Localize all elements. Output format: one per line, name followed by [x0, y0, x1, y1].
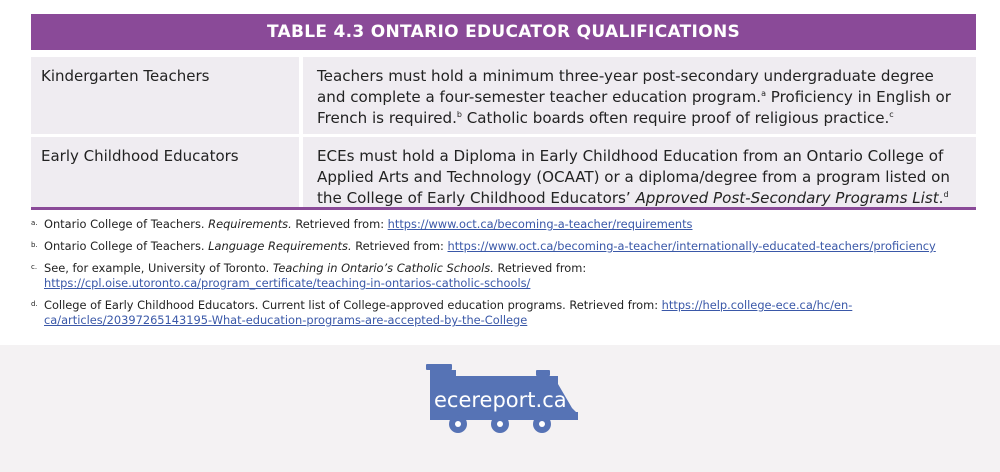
requirement-text: ECEs must hold a Diploma in Early Childhood Education from an Ontario College of Applied Arts and Technology (OCAAT) or a diploma/degree from a program listed on the College of Early Childhood Educators’ [317, 147, 950, 207]
footnote-marker: a. [31, 219, 38, 227]
footnote-italic: Language Requirements. [208, 239, 352, 253]
footnote [31, 217, 986, 232]
footnote-marker: d. [31, 300, 38, 308]
footnote-marker: b. [31, 241, 38, 249]
footnote [31, 239, 986, 254]
footnote-marker: c. [31, 263, 38, 271]
footnote-text: Ontario College of Teachers. [44, 217, 209, 231]
footnote-link[interactable]: https://www.oct.ca/becoming-a-teacher/internationally-educated-teachers/proficiency [447, 239, 936, 253]
qualifications-table [31, 57, 976, 210]
requirement-italic: Approved Post-Secondary Programs List [635, 189, 939, 207]
requirement-text: Catholic boards often require proof of religious practice. [461, 109, 890, 127]
footnote-link[interactable]: https://help.college-ece.ca/hc/en-ca/articles/20397265143195-What-education-programs-are-accepted-by-the-College [44, 298, 853, 327]
logo-text: ecereport.ca [434, 388, 567, 412]
footnote-text: Ontario College of Teachers. [44, 239, 209, 253]
footnote-ref: a [761, 88, 766, 98]
footnote-ref: b [456, 109, 462, 119]
footnote-text: College of Early Childhood Educators. Current list of College-approved education programs. Retrieved from: [44, 298, 662, 312]
role-cell: Early Childhood Educators [31, 137, 303, 207]
footnote [31, 298, 986, 328]
footnote-ref: d [943, 189, 949, 199]
footnote-italic: Requirements. [208, 217, 292, 231]
table-title: TABLE 4.3 ONTARIO EDUCATOR QUALIFICATIONS [31, 14, 976, 50]
requirement-text: Proficiency in English or French is required. [317, 88, 951, 127]
requirement-text: Teachers must hold a minimum three-year post-secondary undergraduate degree and complete a four-semester teacher education program. [317, 67, 934, 106]
footnote-text: Retrieved from: [351, 239, 448, 253]
requirement-cell [303, 57, 976, 134]
footnote [31, 261, 986, 291]
divider [31, 207, 976, 210]
footnote-link[interactable]: https://www.oct.ca/becoming-a-teacher/requirements [387, 217, 693, 231]
table-row [31, 137, 976, 207]
footnotes [31, 217, 986, 335]
table-row [31, 57, 976, 134]
footnote-italic: Teaching in Ontario’s Catholic Schools. [272, 261, 494, 275]
footnote-link[interactable]: https://cpl.oise.utoronto.ca/program_certificate/teaching-in-ontarios-catholic-schools/ [44, 276, 531, 290]
footnote-ref: c [889, 109, 894, 119]
footnote-text: Retrieved from: [493, 261, 587, 275]
footnote-text: Retrieved from: [291, 217, 388, 231]
requirement-cell [303, 137, 976, 207]
footnote-text: See, for example, University of Toronto. [44, 261, 273, 275]
requirement-text: . [938, 189, 944, 207]
role-cell: Kindergarten Teachers [31, 57, 303, 134]
